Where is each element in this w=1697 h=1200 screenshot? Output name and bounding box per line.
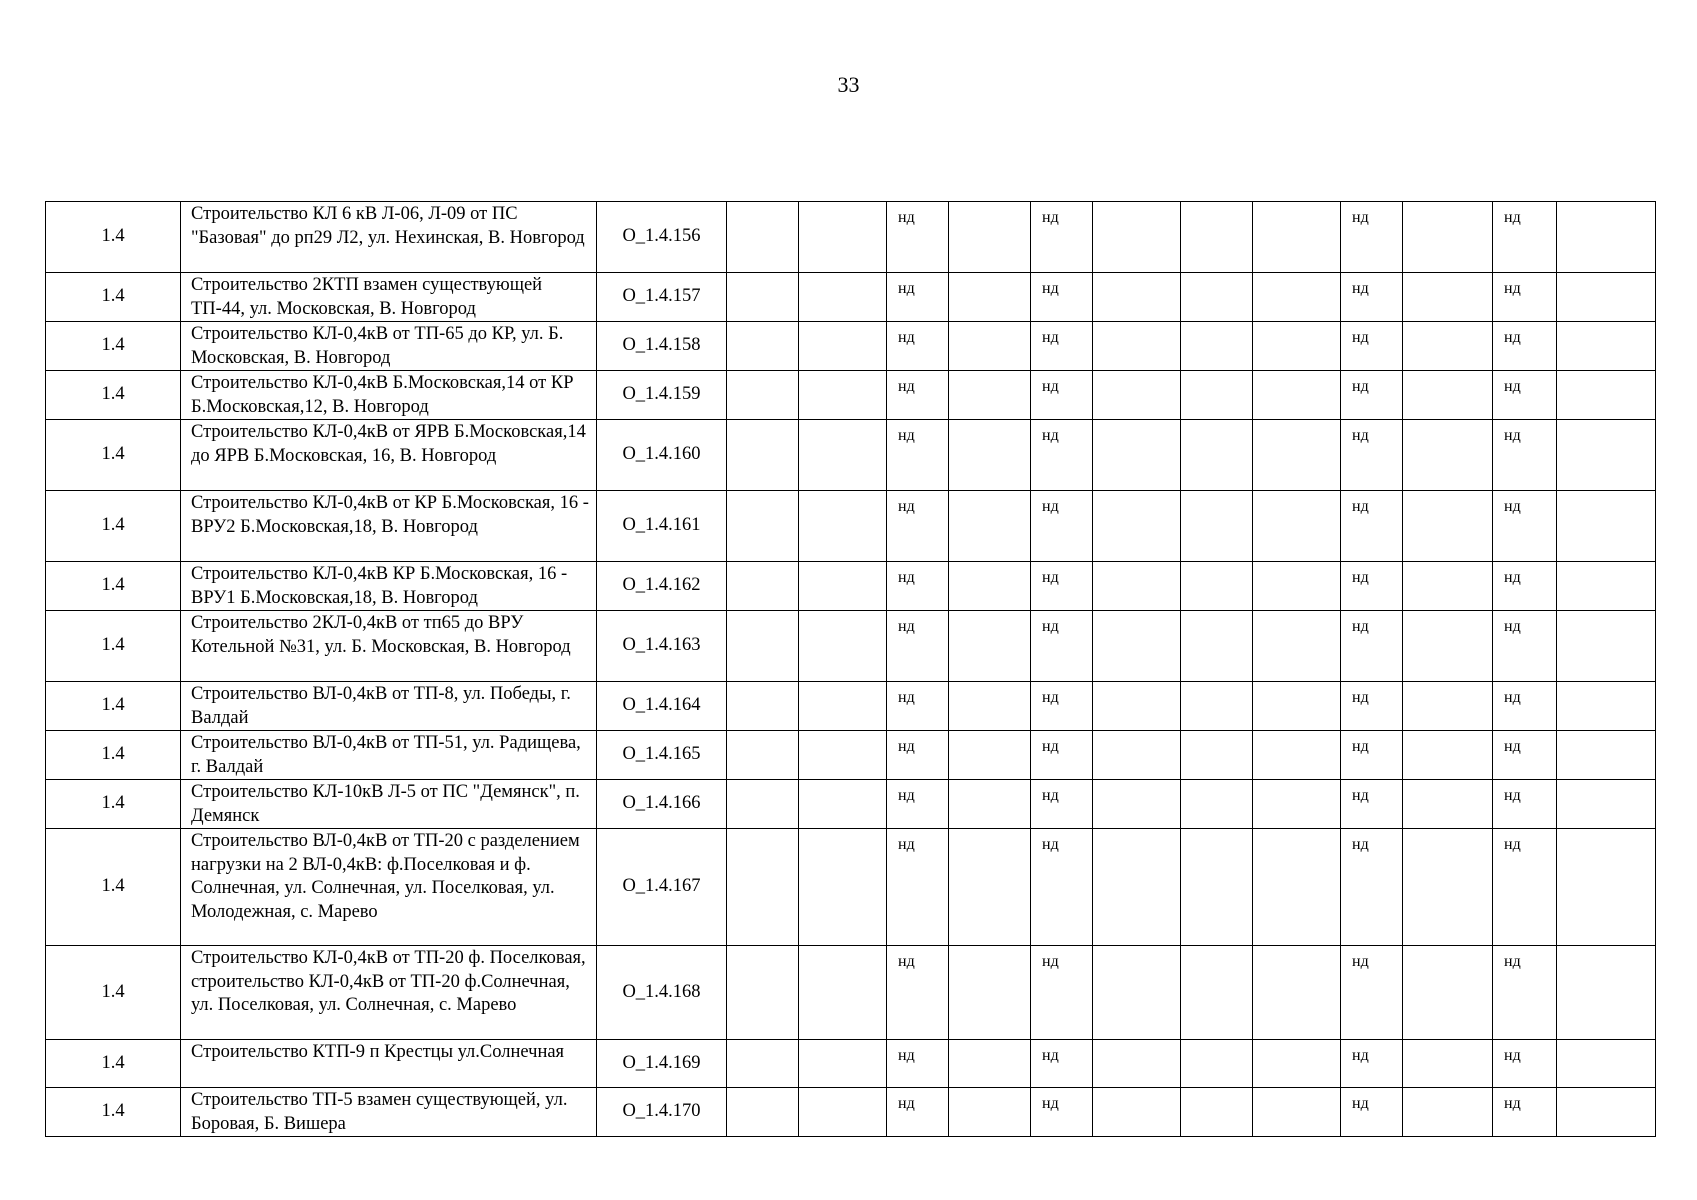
empty-cell [1093, 946, 1181, 1040]
empty-cell [1557, 202, 1656, 273]
no-data-cell: нд [1031, 731, 1093, 780]
table-body [46, 202, 1656, 1137]
no-data-cell: нд [1493, 491, 1557, 562]
empty-cell [949, 946, 1031, 1040]
empty-cell [1181, 611, 1253, 682]
section-number-cell: 1.4 [46, 273, 181, 322]
empty-cell [1403, 491, 1493, 562]
empty-cell [1253, 682, 1341, 731]
project-id-cell: О_1.4.170 [597, 1088, 727, 1137]
project-name-cell: Строительство КЛ-10кВ Л-5 от ПС "Демянск", п. Демянск [181, 780, 597, 829]
section-number-cell: 1.4 [46, 1040, 181, 1088]
empty-cell [1093, 829, 1181, 946]
page-number: 33 [837, 72, 860, 97]
project-id-cell: О_1.4.161 [597, 491, 727, 562]
no-data-cell: нд [1031, 946, 1093, 1040]
project-id-cell: О_1.4.163 [597, 611, 727, 682]
empty-cell [1093, 731, 1181, 780]
no-data-cell: нд [1031, 1088, 1093, 1137]
no-data-cell: нд [1341, 273, 1403, 322]
project-id-cell: О_1.4.166 [597, 780, 727, 829]
empty-cell [799, 322, 887, 371]
section-number-cell: 1.4 [46, 611, 181, 682]
no-data-cell: нд [1493, 322, 1557, 371]
section-number-cell: 1.4 [46, 829, 181, 946]
empty-cell [799, 491, 887, 562]
no-data-cell: нд [887, 202, 949, 273]
empty-cell [1093, 780, 1181, 829]
no-data-cell: нд [1493, 562, 1557, 611]
empty-cell [1093, 202, 1181, 273]
project-name-cell: Строительство 2КЛ-0,4кВ от тп65 до ВРУ Котельной №31, ул. Б. Московская, В. Новгород [181, 611, 597, 682]
no-data-cell: нд [1341, 611, 1403, 682]
table-row [46, 491, 1656, 562]
no-data-cell: нд [887, 829, 949, 946]
table-row [46, 682, 1656, 731]
project-id-cell: О_1.4.159 [597, 371, 727, 420]
no-data-cell: нд [887, 273, 949, 322]
empty-cell [1253, 420, 1341, 491]
empty-cell [1253, 273, 1341, 322]
empty-cell [949, 829, 1031, 946]
empty-cell [727, 202, 799, 273]
no-data-cell: нд [1493, 1040, 1557, 1088]
empty-cell [1557, 829, 1656, 946]
empty-cell [727, 829, 799, 946]
no-data-cell: нд [1031, 420, 1093, 491]
no-data-cell: нд [1341, 371, 1403, 420]
no-data-cell: нд [1341, 420, 1403, 491]
empty-cell [949, 273, 1031, 322]
project-id-cell: О_1.4.169 [597, 1040, 727, 1088]
empty-cell [727, 273, 799, 322]
empty-cell [1181, 562, 1253, 611]
empty-cell [1403, 946, 1493, 1040]
empty-cell [1403, 1088, 1493, 1137]
no-data-cell: нд [1341, 1040, 1403, 1088]
empty-cell [1557, 273, 1656, 322]
empty-cell [1181, 322, 1253, 371]
empty-cell [949, 202, 1031, 273]
table-row [46, 1088, 1656, 1137]
project-name-cell: Строительство ВЛ-0,4кВ от ТП-20 с разделением нагрузки на 2 ВЛ-0,4кВ: ф.Поселковая и ф. Солнечная, ул. Солнечная, ул. Поселковая, ул. Молодежная, с. Марево [181, 829, 597, 946]
empty-cell [1403, 731, 1493, 780]
section-number-cell: 1.4 [46, 420, 181, 491]
project-name-cell: Строительство 2КТП взамен существующей ТП-44, ул. Московская, В. Новгород [181, 273, 597, 322]
empty-cell [1253, 611, 1341, 682]
no-data-cell: нд [887, 420, 949, 491]
empty-cell [1181, 371, 1253, 420]
empty-cell [799, 611, 887, 682]
no-data-cell: нд [1493, 611, 1557, 682]
empty-cell [1403, 371, 1493, 420]
empty-cell [1181, 829, 1253, 946]
project-id-cell: О_1.4.165 [597, 731, 727, 780]
empty-cell [1403, 1040, 1493, 1088]
empty-cell [1557, 420, 1656, 491]
no-data-cell: нд [1341, 731, 1403, 780]
empty-cell [1093, 611, 1181, 682]
empty-cell [1093, 491, 1181, 562]
empty-cell [799, 1088, 887, 1137]
no-data-cell: нд [1493, 682, 1557, 731]
project-name-cell: Строительство КЛ-0,4кВ КР Б.Московская, 16 - ВРУ1 Б.Московская,18, В. Новгород [181, 562, 597, 611]
empty-cell [1253, 780, 1341, 829]
empty-cell [1253, 202, 1341, 273]
no-data-cell: нд [1341, 946, 1403, 1040]
empty-cell [799, 562, 887, 611]
empty-cell [1181, 420, 1253, 491]
empty-cell [1403, 273, 1493, 322]
no-data-cell: нд [887, 731, 949, 780]
empty-cell [1093, 371, 1181, 420]
empty-cell [799, 273, 887, 322]
empty-cell [1557, 780, 1656, 829]
empty-cell [1181, 273, 1253, 322]
empty-cell [1181, 491, 1253, 562]
empty-cell [727, 322, 799, 371]
table-row [46, 829, 1656, 946]
no-data-cell: нд [887, 562, 949, 611]
empty-cell [1181, 1040, 1253, 1088]
empty-cell [1403, 322, 1493, 371]
no-data-cell: нд [887, 1088, 949, 1137]
no-data-cell: нд [887, 1040, 949, 1088]
empty-cell [799, 371, 887, 420]
no-data-cell: нд [1031, 273, 1093, 322]
table-row [46, 611, 1656, 682]
empty-cell [727, 371, 799, 420]
no-data-cell: нд [1031, 562, 1093, 611]
empty-cell [1093, 273, 1181, 322]
project-name-cell: Строительство КЛ-0,4кВ от ТП-20 ф. Поселковая, строительство КЛ-0,4кВ от ТП-20 ф.Солнечная, ул. Поселковая, ул. Солнечная, с. Марево [181, 946, 597, 1040]
empty-cell [949, 731, 1031, 780]
empty-cell [1253, 829, 1341, 946]
empty-cell [727, 491, 799, 562]
no-data-cell: нд [1493, 731, 1557, 780]
no-data-cell: нд [1493, 780, 1557, 829]
no-data-cell: нд [1031, 829, 1093, 946]
no-data-cell: нд [887, 491, 949, 562]
empty-cell [1253, 562, 1341, 611]
project-name-cell: Строительство КЛ-0,4кВ от ТП-65 до КР, ул. Б. Московская, В. Новгород [181, 322, 597, 371]
project-name-cell: Строительство ВЛ-0,4кВ от ТП-51, ул. Радищева, г. Валдай [181, 731, 597, 780]
section-number-cell: 1.4 [46, 202, 181, 273]
empty-cell [949, 420, 1031, 491]
no-data-cell: нд [887, 322, 949, 371]
project-name-cell: Строительство КТП-9 п Крестцы ул.Солнечная [181, 1040, 597, 1088]
empty-cell [727, 1040, 799, 1088]
table-row [46, 273, 1656, 322]
project-name-cell: Строительство КЛ-0,4кВ Б.Московская,14 от КР Б.Московская,12, В. Новгород [181, 371, 597, 420]
no-data-cell: нд [1031, 611, 1093, 682]
table-row [46, 420, 1656, 491]
empty-cell [1253, 322, 1341, 371]
no-data-cell: нд [1031, 780, 1093, 829]
empty-cell [1093, 682, 1181, 731]
table-row [46, 731, 1656, 780]
empty-cell [1403, 829, 1493, 946]
empty-cell [949, 562, 1031, 611]
no-data-cell: нд [1341, 562, 1403, 611]
no-data-cell: нд [1341, 491, 1403, 562]
empty-cell [1093, 322, 1181, 371]
empty-cell [949, 682, 1031, 731]
empty-cell [727, 682, 799, 731]
no-data-cell: нд [887, 611, 949, 682]
empty-cell [1557, 946, 1656, 1040]
section-number-cell: 1.4 [46, 1088, 181, 1137]
project-id-cell: О_1.4.158 [597, 322, 727, 371]
empty-cell [1093, 562, 1181, 611]
table-row [46, 322, 1656, 371]
empty-cell [1403, 682, 1493, 731]
empty-cell [1557, 611, 1656, 682]
empty-cell [1557, 491, 1656, 562]
empty-cell [727, 1088, 799, 1137]
empty-cell [799, 1040, 887, 1088]
empty-cell [1253, 731, 1341, 780]
section-number-cell: 1.4 [46, 946, 181, 1040]
no-data-cell: нд [1493, 420, 1557, 491]
project-name-cell: Строительство КЛ-0,4кВ от ЯРВ Б.Московская,14 до ЯРВ Б.Московская, 16, В. Новгород [181, 420, 597, 491]
table-row [46, 562, 1656, 611]
project-name-cell: Строительство ВЛ-0,4кВ от ТП-8, ул. Победы, г. Валдай [181, 682, 597, 731]
project-id-cell: О_1.4.168 [597, 946, 727, 1040]
no-data-cell: нд [1493, 946, 1557, 1040]
empty-cell [1093, 1040, 1181, 1088]
project-id-cell: О_1.4.157 [597, 273, 727, 322]
no-data-cell: нд [1031, 371, 1093, 420]
no-data-cell: нд [887, 946, 949, 1040]
empty-cell [1403, 202, 1493, 273]
project-name-cell: Строительство КЛ 6 кВ Л-06, Л-09 от ПС "Базовая" до рп29 Л2, ул. Нехинская, В. Новгород [181, 202, 597, 273]
empty-cell [799, 780, 887, 829]
project-name-cell: Строительство КЛ-0,4кВ от КР Б.Московская, 16 - ВРУ2 Б.Московская,18, В. Новгород [181, 491, 597, 562]
no-data-cell: нд [1341, 322, 1403, 371]
empty-cell [949, 611, 1031, 682]
empty-cell [1403, 780, 1493, 829]
empty-cell [727, 611, 799, 682]
table-row [46, 371, 1656, 420]
empty-cell [1253, 371, 1341, 420]
no-data-cell: нд [1493, 829, 1557, 946]
no-data-cell: нд [1493, 273, 1557, 322]
project-id-cell: О_1.4.160 [597, 420, 727, 491]
section-number-cell: 1.4 [46, 682, 181, 731]
no-data-cell: нд [1341, 780, 1403, 829]
empty-cell [1557, 1040, 1656, 1088]
empty-cell [949, 491, 1031, 562]
empty-cell [1557, 371, 1656, 420]
empty-cell [1253, 1088, 1341, 1137]
section-number-cell: 1.4 [46, 562, 181, 611]
no-data-cell: нд [1493, 371, 1557, 420]
project-id-cell: О_1.4.167 [597, 829, 727, 946]
investment-projects-table [45, 201, 1656, 1137]
no-data-cell: нд [1341, 202, 1403, 273]
empty-cell [1181, 731, 1253, 780]
empty-cell [727, 946, 799, 1040]
empty-cell [799, 946, 887, 1040]
empty-cell [1093, 420, 1181, 491]
empty-cell [1181, 780, 1253, 829]
table-row [46, 1040, 1656, 1088]
empty-cell [1557, 562, 1656, 611]
empty-cell [1403, 562, 1493, 611]
section-number-cell: 1.4 [46, 780, 181, 829]
no-data-cell: нд [1031, 1040, 1093, 1088]
empty-cell [949, 780, 1031, 829]
no-data-cell: нд [1493, 202, 1557, 273]
empty-cell [949, 322, 1031, 371]
no-data-cell: нд [1341, 829, 1403, 946]
empty-cell [1403, 611, 1493, 682]
section-number-cell: 1.4 [46, 491, 181, 562]
no-data-cell: нд [1341, 682, 1403, 731]
no-data-cell: нд [887, 371, 949, 420]
table-row [46, 946, 1656, 1040]
section-number-cell: 1.4 [46, 371, 181, 420]
project-name-cell: Строительство ТП-5 взамен существующей, ул. Боровая, Б. Вишера [181, 1088, 597, 1137]
no-data-cell: нд [1031, 202, 1093, 273]
empty-cell [1557, 322, 1656, 371]
no-data-cell: нд [1031, 682, 1093, 731]
empty-cell [1557, 1088, 1656, 1137]
empty-cell [1557, 731, 1656, 780]
project-id-cell: О_1.4.156 [597, 202, 727, 273]
empty-cell [1253, 946, 1341, 1040]
section-number-cell: 1.4 [46, 322, 181, 371]
empty-cell [799, 202, 887, 273]
empty-cell [727, 780, 799, 829]
section-number-cell: 1.4 [46, 731, 181, 780]
empty-cell [799, 731, 887, 780]
no-data-cell: нд [1493, 1088, 1557, 1137]
empty-cell [727, 562, 799, 611]
empty-cell [1181, 682, 1253, 731]
empty-cell [799, 420, 887, 491]
empty-cell [799, 682, 887, 731]
empty-cell [1181, 946, 1253, 1040]
empty-cell [727, 420, 799, 491]
no-data-cell: нд [1031, 491, 1093, 562]
empty-cell [1253, 1040, 1341, 1088]
empty-cell [949, 1040, 1031, 1088]
empty-cell [1093, 1088, 1181, 1137]
no-data-cell: нд [1031, 322, 1093, 371]
no-data-cell: нд [887, 682, 949, 731]
no-data-cell: нд [1341, 1088, 1403, 1137]
empty-cell [1403, 420, 1493, 491]
project-id-cell: О_1.4.162 [597, 562, 727, 611]
empty-cell [1181, 202, 1253, 273]
table-row [46, 202, 1656, 273]
empty-cell [1557, 682, 1656, 731]
empty-cell [949, 371, 1031, 420]
empty-cell [1181, 1088, 1253, 1137]
empty-cell [799, 829, 887, 946]
project-id-cell: О_1.4.164 [597, 682, 727, 731]
empty-cell [727, 731, 799, 780]
empty-cell [1253, 491, 1341, 562]
no-data-cell: нд [887, 780, 949, 829]
table-row [46, 780, 1656, 829]
empty-cell [949, 1088, 1031, 1137]
